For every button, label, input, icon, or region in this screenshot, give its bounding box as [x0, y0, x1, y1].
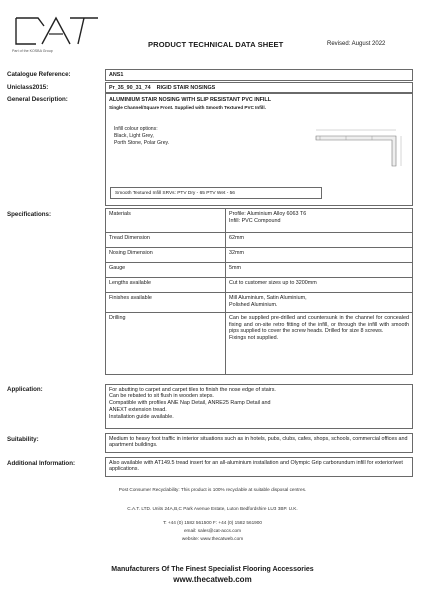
application-text: For abutting to carpet and carpet tiles to finish the nose edge of stairs. Can be rebated to sit flush in wooden steps. Compatible with profiles ANE Nap Detail, ANRE25 Ramp Detail and ANEXT extension tread. Installation guide available.	[105, 384, 413, 429]
spec-row	[106, 248, 413, 263]
spec-key: Nosing Dimension	[106, 248, 226, 263]
spec-key: Lengths available	[106, 278, 226, 293]
spec-value: 32mm	[226, 248, 413, 263]
spec-value: Mill Aluminium, Satin Aluminium, Polished Aluminium.	[226, 293, 413, 313]
logo-subtitle: Part of the KOSBA Group	[12, 49, 53, 53]
spec-row	[106, 263, 413, 278]
specifications-table	[105, 208, 413, 375]
recyclability-note: Post Consumer Recyclability: This product is 100% recyclable at suitable disposal centres.	[118, 487, 307, 492]
nosing-profile-drawing	[306, 124, 406, 174]
revised-date: Revised: August 2022	[327, 41, 386, 47]
company-email[interactable]: email: sales@cat-accs.com	[183, 528, 242, 533]
additional-information-label: Additional Information:	[7, 460, 76, 467]
spec-row	[106, 313, 413, 375]
spec-value: 5mm	[226, 263, 413, 278]
infill-line-1: Black, Light Grey,	[114, 133, 154, 139]
spec-key: Materials	[106, 209, 226, 233]
infill-colour-options	[114, 126, 264, 147]
srv-values: Smooth Textured Infill SRVs: PTV Dry - 65 PTV Wet - 56	[110, 187, 322, 199]
spec-key: Drilling	[106, 313, 226, 375]
spec-row	[106, 209, 413, 233]
website-url[interactable]: www.thecatweb.com	[173, 575, 252, 584]
spec-value: Can be supplied pre-drilled and countersunk in the channel for concealed fixing and on-site retro fitting of the infill, or through the infill with smooth pips supplied to cover the screw heads. Drilled for size 8 screws. Fixings not supplied.	[226, 313, 413, 375]
page-header	[0, 0, 425, 58]
company-phone: T: +44 (0) 1582 561500 F: +44 (0) 1582 561900	[162, 520, 263, 525]
infill-heading: Infill colour options:	[114, 126, 158, 132]
catalogue-value: ANS1	[105, 69, 413, 81]
general-description-label: General Description:	[7, 96, 68, 103]
application-label: Application:	[7, 386, 43, 393]
specifications-label: Specifications:	[7, 211, 52, 218]
spec-row	[106, 278, 413, 293]
infill-line-2: Porth Stone, Polar Grey.	[114, 140, 170, 146]
uniclass-label: Uniclass2015:	[7, 84, 49, 91]
company-website[interactable]: website: www.thecatweb.com	[181, 536, 244, 541]
spec-row	[106, 233, 413, 248]
tagline: Manufacturers Of The Finest Specialist Flooring Accessories	[111, 566, 314, 573]
suitability-text: Medium to heavy foot traffic in interior situations such as in hotels, pubs, clubs, cafes, shops, schools, commercial offices and apartment buildings.	[105, 433, 413, 453]
suitability-label: Suitability:	[7, 436, 39, 443]
spec-value: 62mm	[226, 233, 413, 248]
company-address: C.A.T. LTD. Units 24A,B,C Park Avenue Estate, Luton Bedfordshire LU3 3BP. U.K.	[127, 506, 298, 511]
spec-row	[106, 293, 413, 313]
page-title: PRODUCT TECHNICAL DATA SHEET	[148, 40, 284, 49]
spec-value: Profile: Aluminium Alloy 6063 T6 Infill: PVC Compound	[226, 209, 413, 233]
description-subtitle: Single Channel/Square Front. Supplied with Smooth Textured PVC Infill.	[109, 105, 266, 110]
uniclass-value: Pr_35_90_31_74 RIGID STAIR NOSINGS	[105, 82, 413, 93]
spec-key: Gauge	[106, 263, 226, 278]
catalogue-label: Catalogue Reference:	[7, 71, 71, 78]
additional-information-text: Also available with AT149.5 tread insert for an all-aluminium installation and Olympic Grip carborundum infill for exterior/wet applications.	[105, 457, 413, 477]
spec-value: Cut to customer sizes up to 3200mm	[226, 278, 413, 293]
spec-key: Finishes available	[106, 293, 226, 313]
general-description-box	[105, 93, 413, 206]
description-title: ALUMINIUM STAIR NOSING WITH SLIP RESISTANT PVC INFILL	[109, 97, 272, 103]
cat-logo	[12, 12, 102, 48]
spec-key: Tread Dimension	[106, 233, 226, 248]
